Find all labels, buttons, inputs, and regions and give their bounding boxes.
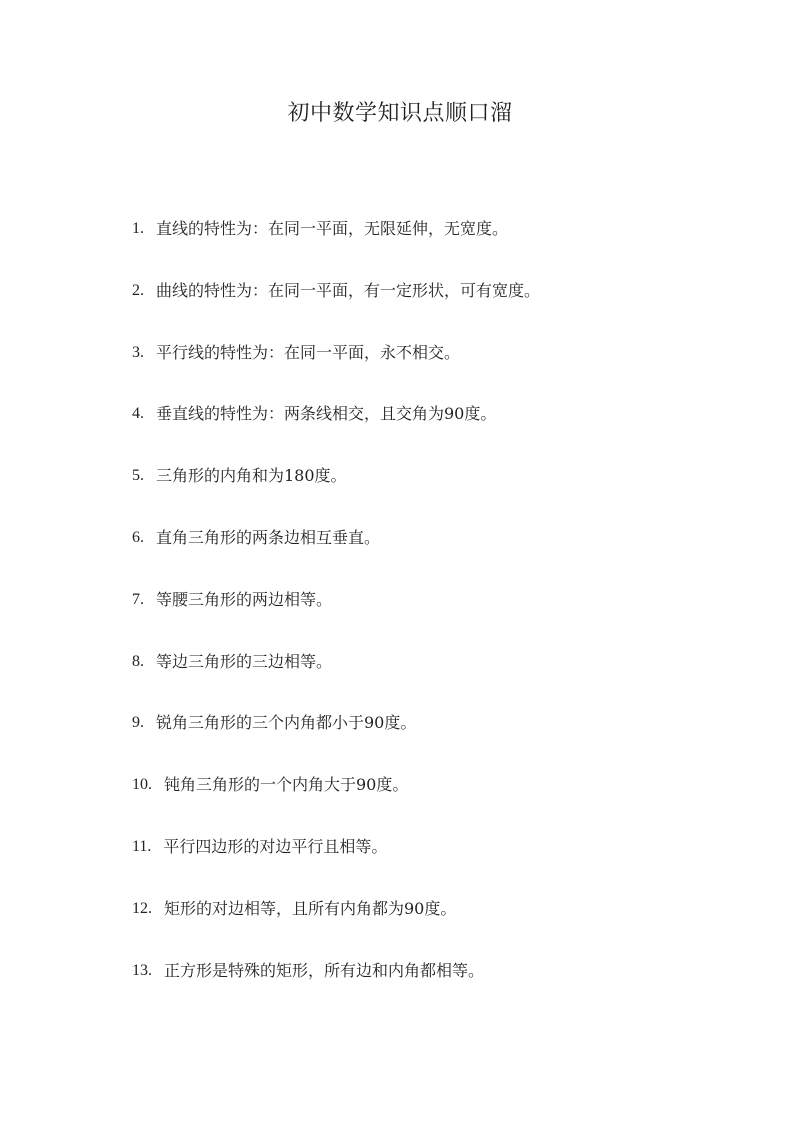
item-text: 等边三角形的三边相等。 — [156, 651, 333, 671]
item-number: 4. — [132, 405, 144, 423]
list-item — [132, 280, 692, 342]
list-item — [132, 342, 692, 404]
item-number: 7. — [132, 590, 144, 608]
item-text: 直线的特性为：在同一平面，无限延伸，无宽度。 — [156, 219, 509, 238]
item-number: 10. — [132, 776, 152, 794]
item-text: 正方形是特殊的矩形，所有边和内角都相等。 — [164, 960, 485, 980]
list-item — [132, 651, 692, 713]
document-title: 初中数学知识点顺口溜 — [287, 101, 513, 126]
item-text: 等腰三角形的两边相等。 — [156, 589, 333, 609]
item-text: 钝角三角形的一个内角大于90度。 — [164, 775, 409, 795]
list-item — [132, 712, 692, 774]
item-number: 11. — [132, 837, 152, 855]
item-number: 9. — [132, 714, 144, 732]
item-text: 垂直线的特性为：两条线相交，且交角为90度。 — [156, 404, 497, 424]
item-number: 3. — [132, 343, 144, 361]
item-number: 2. — [132, 281, 144, 299]
item-number: 6. — [132, 528, 144, 546]
item-text: 矩形的对边相等，且所有内角都为90度。 — [164, 898, 457, 918]
list-item — [132, 774, 692, 836]
list-item — [132, 403, 692, 465]
item-number: 5. — [132, 467, 144, 485]
item-text: 平行线的特性为：在同一平面，永不相交。 — [156, 342, 461, 362]
item-number: 12. — [132, 899, 152, 917]
item-text: 三角形的内角和为180度。 — [156, 466, 347, 486]
list-item — [132, 527, 692, 589]
list-item — [132, 218, 692, 280]
item-number: 13. — [132, 961, 152, 979]
item-text: 平行四边形的对边平行且相等。 — [163, 836, 388, 856]
list-item — [132, 960, 692, 1022]
knowledge-list — [132, 218, 692, 1021]
list-item — [132, 465, 692, 527]
item-number: 8. — [132, 652, 144, 670]
item-text: 曲线的特性为：在同一平面，有一定形状，可有宽度。 — [156, 280, 541, 300]
list-item — [132, 836, 692, 898]
list-item — [132, 589, 692, 651]
item-text: 直角三角形的两条边相互垂直。 — [156, 527, 381, 547]
item-text: 锐角三角形的三个内角都小于90度。 — [156, 713, 417, 733]
item-number: 1. — [132, 220, 144, 237]
list-item — [132, 898, 692, 960]
